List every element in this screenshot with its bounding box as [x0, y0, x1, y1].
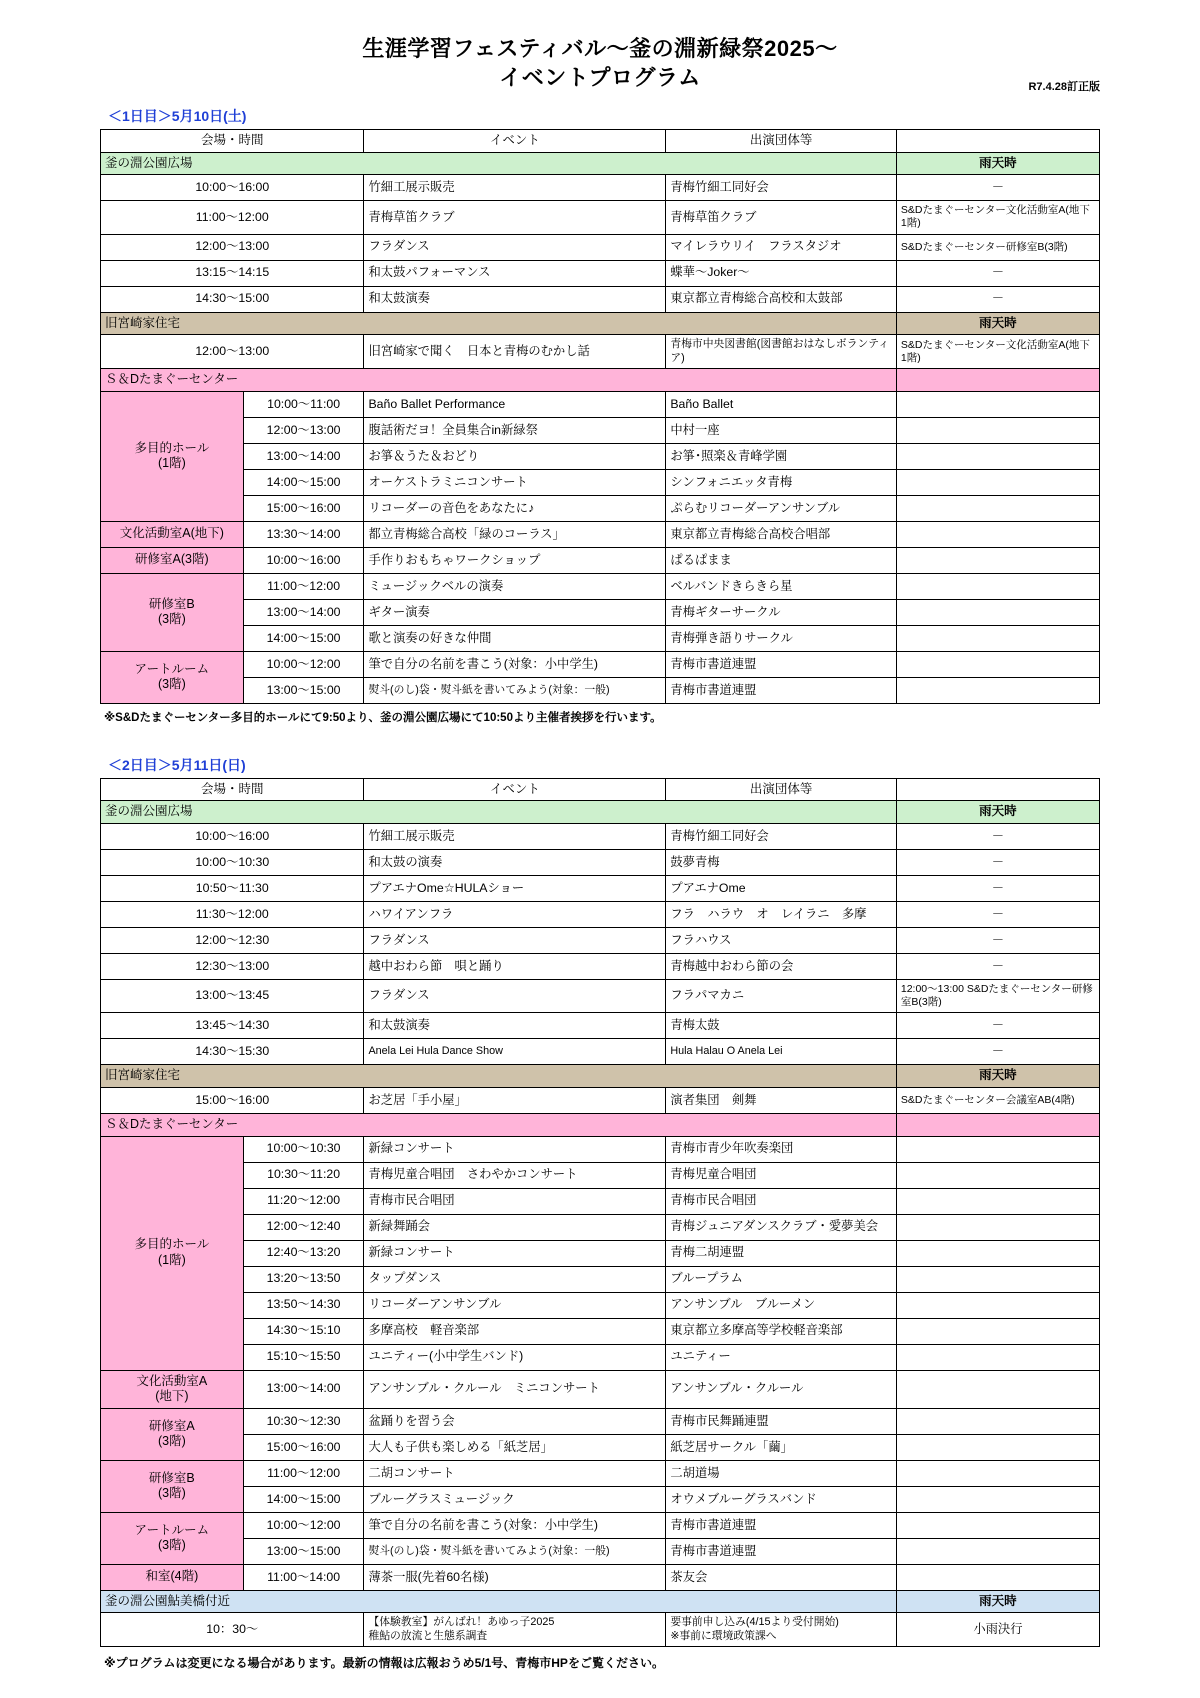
cell-group: プアエナOme: [666, 876, 897, 902]
cell-time: 10:00～16:00: [101, 824, 364, 850]
cell-event: 筆で自分の名前を書こう(対象：小中学生): [364, 1512, 666, 1538]
cell-time: 15:00～16:00: [243, 1434, 364, 1460]
cell-group: アンサンブル・クルール: [666, 1370, 897, 1408]
cell-group: 要事前申し込み(4/15より受付開始) ※事前に環境政策課へ: [666, 1613, 897, 1647]
table-row: [101, 599, 1100, 625]
day1-table: [100, 129, 1100, 704]
cell-event: 筆で自分の名前を書こう(対象：小中学生): [364, 651, 666, 677]
cell-time: 15:10～15:50: [243, 1344, 364, 1370]
table-row: [101, 1136, 1100, 1162]
cell-event: 和太鼓の演奏: [364, 850, 666, 876]
cell-rain: [896, 1564, 1099, 1590]
cell-rain: [896, 417, 1099, 443]
footer-note: ※プログラムは変更になる場合があります。最新の情報は広報おうめ5/1号、青梅市HPをご覧ください。: [104, 1656, 664, 1671]
cell-group: 中村一座: [666, 417, 897, 443]
cell-room: 研修室B (3階): [101, 573, 244, 651]
cell-rain: [896, 1240, 1099, 1266]
cell-room: 研修室A(3階): [101, 547, 244, 573]
cell-event: ブルーグラスミュージック: [364, 1486, 666, 1512]
cell-event: 新緑舞踊会: [364, 1214, 666, 1240]
cell-room: 文化活動室A(地下): [101, 521, 244, 547]
cell-time: 13:00～14:00: [243, 443, 364, 469]
table-row: [101, 286, 1100, 312]
cell-time: 12:00～13:00: [243, 417, 364, 443]
cell-rain: [896, 573, 1099, 599]
cell-group: 青梅市書道連盟: [666, 651, 897, 677]
cell-event: フラダンス: [364, 928, 666, 954]
cell-event: プアエナOme☆HULAショー: [364, 876, 666, 902]
cell-group: 東京都立青梅総合高校和太鼓部: [666, 286, 897, 312]
column-header-blank: [896, 778, 1099, 801]
cell-time: 13:45～14:30: [101, 1013, 364, 1039]
cell-time: 12:00～13:00: [101, 335, 364, 369]
cell-time: 12:40～13:20: [243, 1240, 364, 1266]
cell-event: 大人も子供も楽しめる「紙芝居」: [364, 1434, 666, 1460]
cell-rain: [896, 1214, 1099, 1240]
table-row: [101, 391, 1100, 417]
cell-time: 13:00～15:00: [243, 1538, 364, 1564]
cell-rain: －: [896, 928, 1099, 954]
table-row: [101, 234, 1100, 260]
cell-rain: －: [896, 850, 1099, 876]
cell-room: 和室(4階): [101, 1564, 244, 1590]
cell-group: 茶友会: [666, 1564, 897, 1590]
cell-room: 文化活動室A (地下): [101, 1370, 244, 1408]
cell-group: ブループラム: [666, 1266, 897, 1292]
cell-event: 新緑コンサート: [364, 1240, 666, 1266]
cell-group: ベルバンドきらきら星: [666, 573, 897, 599]
cell-event: 熨斗(のし)袋・熨斗紙を書いてみよう(対象：一般): [364, 677, 666, 703]
section-name: Ｓ＆Dたまぐーセンター: [101, 369, 897, 392]
day1-note: ※S&Dたまぐーセンター多目的ホールにて9:50より、釜の淵公園広場にて10:50より主催者挨拶を行います。: [104, 711, 662, 724]
cell-event: Anela Lei Hula Dance Show: [364, 1039, 666, 1065]
table-header-row: [101, 130, 1100, 153]
cell-time: 14:00～15:00: [243, 625, 364, 651]
day2-label: ＜2日目＞5月11日(日): [108, 756, 246, 773]
cell-group: 演者集団 剣舞: [666, 1087, 897, 1113]
cell-event: 多摩高校 軽音楽部: [364, 1318, 666, 1344]
cell-event: 【体験教室】がんばれ！あゆっ子2025 稚鮎の放流と生態系調査: [364, 1613, 666, 1647]
cell-group: 青梅市書道連盟: [666, 1512, 897, 1538]
section-name: 旧宮崎家住宅: [101, 312, 897, 335]
cell-time: 10:00～12:00: [243, 1512, 364, 1538]
cell-time: 12:00～13:00: [101, 234, 364, 260]
cell-time: 10:00～16:00: [101, 175, 364, 201]
cell-rain: [896, 1512, 1099, 1538]
table-row: [101, 443, 1100, 469]
table-row: [101, 980, 1100, 1013]
cell-event: 越中おわら節 唄と踊り: [364, 954, 666, 980]
cell-event: オーケストラミニコンサート: [364, 469, 666, 495]
cell-group: 東京都立多摩高等学校軽音楽部: [666, 1318, 897, 1344]
cell-event: リコーダーアンサンブル: [364, 1292, 666, 1318]
table-row: [101, 1087, 1100, 1113]
table-row: [101, 928, 1100, 954]
cell-group: 二胡道場: [666, 1460, 897, 1486]
table-row: [101, 1460, 1100, 1486]
column-header-event: イベント: [364, 778, 666, 801]
cell-time: 14:30～15:00: [101, 286, 364, 312]
cell-time: 10:00～12:00: [243, 651, 364, 677]
cell-time: 10:50～11:30: [101, 876, 364, 902]
cell-time: 10:00～16:00: [243, 547, 364, 573]
table-row: [101, 547, 1100, 573]
table-row: [101, 876, 1100, 902]
cell-event: ハワイアンフラ: [364, 902, 666, 928]
table-row: [101, 1486, 1100, 1512]
table-row: [101, 469, 1100, 495]
cell-rain: －: [896, 954, 1099, 980]
cell-rain: S&Dたまぐーセンター文化活動室A(地下1階): [896, 201, 1099, 234]
cell-rain: S&Dたまぐーセンター会議室AB(4階): [896, 1087, 1099, 1113]
column-header-blank: [896, 130, 1099, 153]
cell-group: シンフォニエッタ青梅: [666, 469, 897, 495]
cell-time: 10：30～: [101, 1613, 364, 1647]
cell-rain: －: [896, 1013, 1099, 1039]
cell-time: 14:30～15:10: [243, 1318, 364, 1344]
day2-table: [100, 778, 1100, 1648]
cell-time: 15:00～16:00: [101, 1087, 364, 1113]
table-row: [101, 1564, 1100, 1590]
cell-time: 12:00～12:30: [101, 928, 364, 954]
section-name: 釜の淵公園鮎美橋付近: [101, 1590, 897, 1613]
table-row: [101, 651, 1100, 677]
table-row: [101, 954, 1100, 980]
cell-rain: [896, 495, 1099, 521]
cell-room: 多目的ホール (1階): [101, 391, 244, 521]
cell-time: 13:00～14:00: [243, 1370, 364, 1408]
cell-group: アンサンブル ブルーメン: [666, 1292, 897, 1318]
cell-event: お芝居「手小屋」: [364, 1087, 666, 1113]
cell-rain: －: [896, 876, 1099, 902]
cell-event: Baño Ballet Performance: [364, 391, 666, 417]
cell-event: タップダンス: [364, 1266, 666, 1292]
cell-room: アートルーム (3階): [101, 651, 244, 703]
cell-rain: [896, 1162, 1099, 1188]
cell-rain: [896, 391, 1099, 417]
table-row: [101, 1512, 1100, 1538]
day1-label: ＜1日目＞5月10日(土): [108, 108, 247, 125]
cell-time: 10:00～11:00: [243, 391, 364, 417]
column-header-venue-time: 会場・時間: [101, 778, 364, 801]
cell-group: ぱるぱまま: [666, 547, 897, 573]
cell-rain: [896, 1486, 1099, 1512]
rain-header: 雨天時: [896, 1065, 1099, 1088]
cell-room: 研修室A (3階): [101, 1408, 244, 1460]
table-row: [101, 677, 1100, 703]
section-header-row: [101, 1590, 1100, 1613]
cell-time: 14:00～15:00: [243, 1486, 364, 1512]
cell-group: 青梅ギターサークル: [666, 599, 897, 625]
cell-event: 盆踊りを習う会: [364, 1408, 666, 1434]
cell-rain: [896, 1344, 1099, 1370]
table-row: [101, 1318, 1100, 1344]
cell-event: 和太鼓演奏: [364, 1013, 666, 1039]
cell-event: ギター演奏: [364, 599, 666, 625]
rain-header: 雨天時: [896, 152, 1099, 175]
cell-group: 青梅市書道連盟: [666, 1538, 897, 1564]
column-header-group: 出演団体等: [666, 778, 897, 801]
cell-time: 13:20～13:50: [243, 1266, 364, 1292]
cell-event: フラダンス: [364, 234, 666, 260]
cell-rain: S&Dたまぐーセンター研修室B(3階): [896, 234, 1099, 260]
table-row: [101, 1613, 1100, 1647]
cell-rain: [896, 1136, 1099, 1162]
table-row: [101, 1370, 1100, 1408]
cell-rain: [896, 1266, 1099, 1292]
cell-group: 青梅太鼓: [666, 1013, 897, 1039]
cell-rain: S&Dたまぐーセンター文化活動室A(地下1階): [896, 335, 1099, 369]
cell-time: 14:30～15:30: [101, 1039, 364, 1065]
cell-event: フラダンス: [364, 980, 666, 1013]
cell-group: 青梅二胡連盟: [666, 1240, 897, 1266]
section-header-row: [101, 801, 1100, 824]
table-row: [101, 1344, 1100, 1370]
cell-event: 青梅児童合唱団 さわやかコンサート: [364, 1162, 666, 1188]
cell-time: 11:00～12:00: [243, 573, 364, 599]
cell-group: 蝶華～Joker～: [666, 260, 897, 286]
cell-rain: [896, 443, 1099, 469]
cell-event: お箏＆うた＆おどり: [364, 443, 666, 469]
cell-event: アンサンブル・クルール ミニコンサート: [364, 1370, 666, 1408]
section-header-row: [101, 312, 1100, 335]
cell-group: 鼓夢青梅: [666, 850, 897, 876]
cell-rain: [896, 1434, 1099, 1460]
cell-event: 二胡コンサート: [364, 1460, 666, 1486]
table-row: [101, 824, 1100, 850]
table-row: [101, 1013, 1100, 1039]
rain-header: [896, 369, 1099, 392]
cell-event: ユニティー(小中学生バンド): [364, 1344, 666, 1370]
table-row: [101, 201, 1100, 234]
cell-group: フラ ハラウ オ レイラニ 多摩: [666, 902, 897, 928]
cell-room: 研修室B (3階): [101, 1460, 244, 1512]
cell-rain: [896, 469, 1099, 495]
cell-rain: 小雨決行: [896, 1613, 1099, 1647]
cell-group: Baño Ballet: [666, 391, 897, 417]
cell-time: 14:00～15:00: [243, 469, 364, 495]
cell-group: 青梅市民合唱団: [666, 1188, 897, 1214]
rain-header: [896, 1113, 1099, 1136]
section-name: Ｓ＆Dたまぐーセンター: [101, 1113, 897, 1136]
cell-event: 和太鼓演奏: [364, 286, 666, 312]
cell-rain: －: [896, 260, 1099, 286]
table-row: [101, 1408, 1100, 1434]
cell-rain: [896, 1460, 1099, 1486]
cell-rain: [896, 677, 1099, 703]
cell-group: 青梅草笛クラブ: [666, 201, 897, 234]
cell-group: 青梅竹細工同好会: [666, 824, 897, 850]
cell-time: 13:00～14:00: [243, 599, 364, 625]
cell-event: 旧宮崎家で聞く 日本と青梅のむかし話: [364, 335, 666, 369]
cell-event: 新緑コンサート: [364, 1136, 666, 1162]
table-row: [101, 1538, 1100, 1564]
cell-event: リコーダーの音色をあなたに♪: [364, 495, 666, 521]
cell-group: 東京都立青梅総合高校合唱部: [666, 521, 897, 547]
page-title: [100, 34, 1100, 92]
cell-group: フラハウス: [666, 928, 897, 954]
cell-time: 12:30～13:00: [101, 954, 364, 980]
cell-rain: [896, 1292, 1099, 1318]
table-row: [101, 335, 1100, 369]
cell-group: 紙芝居サークル「繭」: [666, 1434, 897, 1460]
cell-rain: －: [896, 902, 1099, 928]
cell-group: ユニティー: [666, 1344, 897, 1370]
cell-group: 青梅市民舞踊連盟: [666, 1408, 897, 1434]
cell-rain: [896, 625, 1099, 651]
cell-rain: [896, 1188, 1099, 1214]
rain-header: 雨天時: [896, 1590, 1099, 1613]
cell-rain: [896, 1318, 1099, 1344]
cell-room: 多目的ホール (1階): [101, 1136, 244, 1370]
title-line-2: イベントプログラム: [499, 65, 701, 91]
cell-time: 13:00～15:00: [243, 677, 364, 703]
cell-group: フラパマカニ: [666, 980, 897, 1013]
cell-event: 歌と演奏の好きな仲間: [364, 625, 666, 651]
table-row: [101, 1039, 1100, 1065]
table-row: [101, 521, 1100, 547]
section-name: 旧宮崎家住宅: [101, 1065, 897, 1088]
cell-time: 13:15～14:15: [101, 260, 364, 286]
cell-room: アートルーム (3階): [101, 1512, 244, 1564]
cell-group: オウメブルーグラスバンド: [666, 1486, 897, 1512]
cell-group: ぷらむリコーダーアンサンブル: [666, 495, 897, 521]
cell-rain: [896, 521, 1099, 547]
table-row: [101, 1188, 1100, 1214]
cell-event: ミュージックベルの演奏: [364, 573, 666, 599]
rain-header: 雨天時: [896, 312, 1099, 335]
section-header-row: [101, 1065, 1100, 1088]
cell-group: 青梅弾き語りサークル: [666, 625, 897, 651]
cell-event: 都立青梅総合高校「緑のコーラス」: [364, 521, 666, 547]
cell-time: 10:00～10:30: [101, 850, 364, 876]
table-row: [101, 625, 1100, 651]
revision-label: R7.4.28訂正版: [1028, 81, 1100, 93]
cell-rain: －: [896, 286, 1099, 312]
section-name: 釜の淵公園広場: [101, 801, 897, 824]
column-header-group: 出演団体等: [666, 130, 897, 153]
cell-event: 竹細工展示販売: [364, 175, 666, 201]
column-header-event: イベント: [364, 130, 666, 153]
cell-group: 青梅竹細工同好会: [666, 175, 897, 201]
cell-rain: [896, 1538, 1099, 1564]
cell-event: 竹細工展示販売: [364, 824, 666, 850]
cell-group: 青梅市中央図書館(図書館おはなしボランティア): [666, 335, 897, 369]
section-header-row: [101, 369, 1100, 392]
table-row: [101, 1434, 1100, 1460]
cell-time: 11:30～12:00: [101, 902, 364, 928]
table-row: [101, 1214, 1100, 1240]
cell-time: 11:20～12:00: [243, 1188, 364, 1214]
cell-group: 青梅市書道連盟: [666, 677, 897, 703]
table-row: [101, 902, 1100, 928]
cell-time: 10:30～11:20: [243, 1162, 364, 1188]
cell-time: 10:30～12:30: [243, 1408, 364, 1434]
cell-event: 手作りおもちゃワークショップ: [364, 547, 666, 573]
cell-group: Hula Halau O Anela Lei: [666, 1039, 897, 1065]
cell-rain: －: [896, 1039, 1099, 1065]
cell-time: 10:00～10:30: [243, 1136, 364, 1162]
cell-group: 青梅児童合唱団: [666, 1162, 897, 1188]
column-header-venue-time: 会場・時間: [101, 130, 364, 153]
cell-time: 15:00～16:00: [243, 495, 364, 521]
cell-rain: [896, 651, 1099, 677]
section-header-row: [101, 1113, 1100, 1136]
table-row: [101, 1240, 1100, 1266]
cell-event: 熨斗(のし)袋・熨斗紙を書いてみよう(対象：一般): [364, 1538, 666, 1564]
table-row: [101, 1266, 1100, 1292]
cell-rain: [896, 1408, 1099, 1434]
cell-rain: －: [896, 824, 1099, 850]
cell-rain: [896, 1370, 1099, 1408]
cell-time: 11:00～14:00: [243, 1564, 364, 1590]
cell-time: 12:00～12:40: [243, 1214, 364, 1240]
cell-rain: －: [896, 175, 1099, 201]
cell-event: 腹話術だヨ！全員集合in新緑祭: [364, 417, 666, 443]
cell-time: 11:00～12:00: [243, 1460, 364, 1486]
cell-group: お箏･照楽＆青峰学園: [666, 443, 897, 469]
title-line-1: 生涯学習フェスティバル～釜の淵新緑祭2025～: [362, 36, 838, 61]
cell-rain: [896, 547, 1099, 573]
table-row: [101, 1292, 1100, 1318]
cell-event: 青梅草笛クラブ: [364, 201, 666, 234]
table-row: [101, 417, 1100, 443]
cell-event: 薄茶一服(先着60名様): [364, 1564, 666, 1590]
cell-event: 青梅市民合唱団: [364, 1188, 666, 1214]
cell-group: 青梅越中おわら節の会: [666, 954, 897, 980]
cell-time: 13:00～13:45: [101, 980, 364, 1013]
section-header-row: [101, 152, 1100, 175]
cell-rain: 12:00～13:00 S&Dたまぐーセンター研修室B(3階): [896, 980, 1099, 1013]
cell-group: 青梅ジュニアダンスクラブ・愛夢美会: [666, 1214, 897, 1240]
cell-group: 青梅市青少年吹奏楽団: [666, 1136, 897, 1162]
cell-time: 11:00～12:00: [101, 201, 364, 234]
table-row: [101, 260, 1100, 286]
rain-header: 雨天時: [896, 801, 1099, 824]
table-header-row: [101, 778, 1100, 801]
table-row: [101, 495, 1100, 521]
cell-group: マイレラウリイ フラスタジオ: [666, 234, 897, 260]
section-name: 釜の淵公園広場: [101, 152, 897, 175]
table-row: [101, 175, 1100, 201]
table-row: [101, 850, 1100, 876]
cell-time: 13:30～14:00: [243, 521, 364, 547]
cell-time: 13:50～14:30: [243, 1292, 364, 1318]
table-row: [101, 573, 1100, 599]
table-row: [101, 1162, 1100, 1188]
cell-rain: [896, 599, 1099, 625]
cell-event: 和太鼓パフォーマンス: [364, 260, 666, 286]
